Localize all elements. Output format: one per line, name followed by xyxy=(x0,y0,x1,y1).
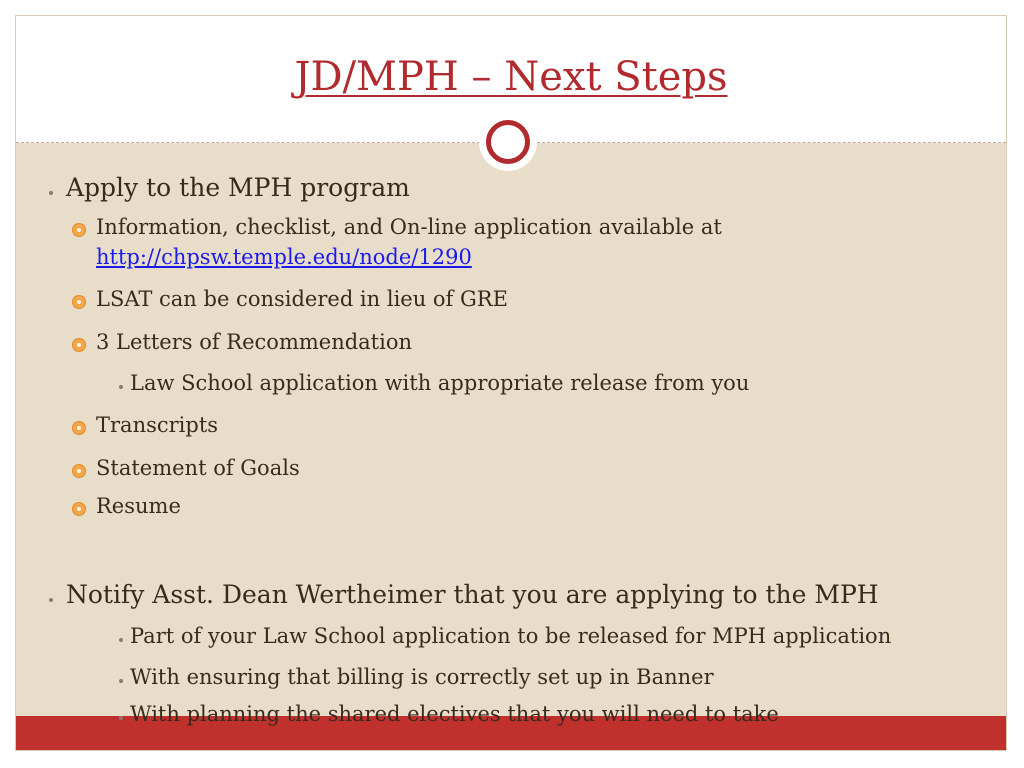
list-item-information: Information, checklist, and On-line application available at xyxy=(96,215,722,239)
application-link[interactable]: http://chpsw.temple.edu/node/1290 xyxy=(96,245,472,269)
sub-item-electives: With planning the shared electives that you will need to take xyxy=(130,702,779,726)
bullet-dot-icon xyxy=(49,191,53,195)
slide-content-area xyxy=(16,143,1006,717)
slide xyxy=(16,16,1006,750)
sub-bullet-dot-icon xyxy=(119,385,123,389)
orange-circle-bullet-icon xyxy=(72,295,86,309)
list-item-statement: Statement of Goals xyxy=(96,456,300,480)
orange-circle-bullet-icon xyxy=(72,421,86,435)
section-heading-notify: Notify Asst. Dean Wertheimer that you are applying to the MPH xyxy=(66,580,879,609)
orange-circle-bullet-icon xyxy=(72,223,86,237)
sub-item-law-school-application: Law School application with appropriate release from you xyxy=(130,371,750,395)
bullet-dot-icon xyxy=(49,598,53,602)
slide-title: JD/MPH – Next Steps xyxy=(294,54,728,100)
sub-bullet-dot-icon xyxy=(119,638,123,642)
ring-icon xyxy=(486,120,530,164)
orange-circle-bullet-icon xyxy=(72,502,86,516)
list-item-lsat: LSAT can be considered in lieu of GRE xyxy=(96,287,508,311)
orange-circle-bullet-icon xyxy=(72,464,86,478)
sub-item-release: Part of your Law School application to be released for MPH application xyxy=(130,624,892,648)
list-item-transcripts: Transcripts xyxy=(96,413,219,437)
section-heading-apply: Apply to the MPH program xyxy=(66,173,410,202)
list-item-resume: Resume xyxy=(96,494,181,518)
sub-bullet-dot-icon xyxy=(119,679,123,683)
sub-item-billing: With ensuring that billing is correctly set up in Banner xyxy=(130,665,714,689)
list-item-letters: 3 Letters of Recommendation xyxy=(96,330,413,354)
sub-bullet-dot-icon xyxy=(119,716,123,720)
orange-circle-bullet-icon xyxy=(72,338,86,352)
